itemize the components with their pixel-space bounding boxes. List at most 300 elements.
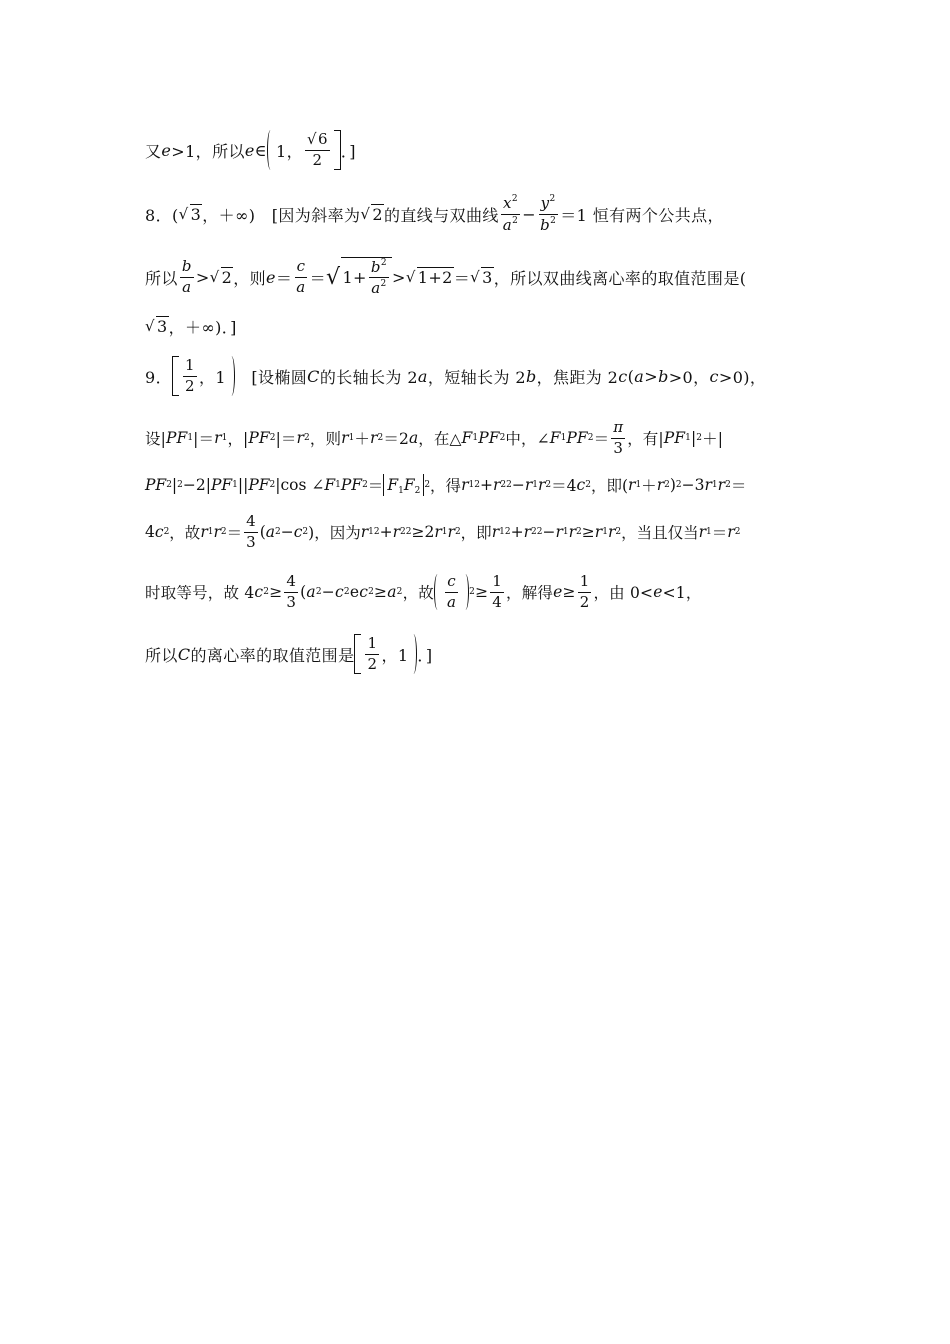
fraction-y2-b2	[538, 194, 558, 234]
superscript: 2	[396, 587, 403, 597]
subscript: 2	[587, 433, 594, 443]
var-a: a	[265, 523, 275, 541]
fraction-c-a	[294, 258, 307, 296]
denominator: 2	[579, 592, 590, 611]
subscript: 2	[545, 480, 552, 490]
var-PF: PF	[210, 476, 233, 494]
superscript: 2	[696, 433, 703, 443]
numerator: $y^2$	[539, 194, 558, 214]
text: >	[195, 267, 210, 287]
fraction-4-3	[244, 513, 258, 551]
radicand	[341, 257, 392, 298]
text: ，故	[169, 524, 201, 542]
var-c: c	[576, 476, 586, 494]
text: >	[644, 366, 659, 386]
fraction-pi-3	[611, 419, 625, 457]
text: ≥	[562, 583, 576, 601]
var-r: r	[727, 523, 735, 541]
superscript: 2	[373, 527, 380, 537]
sqrt-2	[210, 267, 234, 287]
var-c: c	[709, 366, 719, 386]
text: (	[259, 523, 266, 541]
var-b: b	[658, 366, 669, 386]
sqrt-1-plus-2	[406, 267, 454, 287]
denominator: a	[447, 592, 457, 611]
subscript: 1	[232, 480, 238, 490]
var-r: r	[491, 523, 500, 541]
text: ，则	[309, 430, 342, 448]
radical-icon: √	[470, 268, 481, 286]
text: 中，∠	[505, 430, 550, 448]
superscript: 2	[302, 527, 309, 537]
denominator: 3	[286, 592, 297, 611]
text: 又	[145, 141, 162, 161]
denominator: 4	[492, 592, 503, 611]
text: ＝1 恒有两个公共点，	[560, 205, 724, 225]
numerator: $x^2$	[501, 194, 520, 214]
text: 8．(	[145, 205, 179, 225]
text: ≥2	[411, 523, 435, 541]
superscript: 2	[675, 480, 682, 490]
var-c: c	[254, 583, 264, 601]
text: ，短轴长为 2	[427, 367, 526, 387]
denominator: 2	[184, 376, 195, 395]
var-e: e	[653, 583, 663, 601]
subscript: 1	[472, 433, 479, 443]
text: ＝4	[551, 477, 577, 495]
left-paren	[267, 130, 274, 170]
fraction-root6-over-2	[305, 131, 330, 169]
subscript: 2	[531, 527, 537, 537]
text: ，1	[198, 367, 226, 387]
subscript: 1	[468, 480, 475, 490]
denominator: $a^2$	[502, 215, 519, 234]
text: ，有|	[627, 430, 664, 448]
denominator: 3	[613, 438, 624, 457]
left-bracket	[172, 356, 179, 396]
subscript: 1	[368, 527, 374, 537]
superscript: 2	[177, 480, 183, 490]
var-r: r	[594, 523, 603, 541]
text: 时取等号，故 4	[145, 584, 255, 602]
var-c: c	[293, 523, 303, 541]
text: <1，	[662, 584, 702, 602]
numerator: 1	[490, 573, 504, 592]
text: 1+	[342, 268, 367, 287]
var-a: a	[417, 366, 428, 386]
radicand: 3	[482, 268, 493, 287]
radicand: 1+2	[417, 268, 453, 287]
radical-icon: √	[360, 205, 371, 223]
var-e: e	[266, 267, 276, 287]
superscript: 2	[469, 587, 476, 597]
radicand: 3	[156, 317, 168, 336]
text: ，＋∞)．]	[168, 317, 237, 337]
var-r: r	[370, 429, 378, 447]
denominator: 3	[246, 532, 256, 551]
text: (	[627, 366, 635, 386]
text: −	[542, 523, 556, 541]
var-PF: PF	[248, 429, 270, 447]
subscript: 1	[187, 433, 194, 443]
var-r: r	[555, 523, 563, 541]
subscript: 2	[269, 433, 276, 443]
numerator: π	[611, 419, 625, 438]
text: |	[690, 429, 697, 447]
superscript: 2	[163, 527, 170, 537]
var-r: r	[447, 523, 455, 541]
subscript: 1	[348, 433, 355, 443]
subscript: 1	[562, 527, 569, 537]
var-c: c	[334, 583, 344, 601]
radicand: 2	[372, 205, 383, 224]
text: +	[479, 476, 493, 494]
subscript: 2	[576, 527, 582, 537]
subscript: 2	[499, 433, 506, 443]
var-r: r	[434, 523, 442, 541]
subscript: 1	[532, 480, 538, 490]
subscript: 1	[207, 527, 214, 537]
var-b: b	[370, 257, 381, 276]
radical-icon: √	[306, 130, 317, 149]
var-a: a	[408, 429, 419, 447]
text: 4	[145, 523, 155, 541]
subscript: 1	[685, 433, 691, 443]
left-bracket	[354, 634, 361, 674]
sqrt-big	[326, 257, 392, 298]
var-PF: PF	[165, 429, 188, 447]
subscript: 1	[711, 480, 718, 490]
numerator: b	[180, 258, 194, 277]
right-bracket	[334, 130, 341, 170]
var-b: b	[540, 215, 551, 234]
sqrt-2	[360, 204, 384, 224]
right-paren	[410, 634, 417, 674]
superscript: 2	[474, 480, 480, 490]
text: ，即(	[590, 477, 629, 495]
text: ＝	[226, 524, 243, 542]
var-a: a	[502, 215, 513, 234]
var-r: r	[524, 476, 533, 494]
var-PF: PF	[478, 429, 500, 447]
text: ，在△	[418, 430, 462, 448]
subscript: 2	[615, 527, 622, 537]
line-3	[145, 257, 815, 297]
subscript: 2	[725, 480, 731, 490]
text: −	[511, 476, 525, 494]
subscript: 1	[635, 480, 642, 490]
vector-abs	[383, 474, 424, 496]
text: ，＋∞) [因为斜率为	[202, 205, 361, 225]
text: ，即	[460, 524, 492, 542]
text: ．]	[417, 645, 433, 665]
fraction-c-a	[445, 573, 458, 611]
text: [设椭圆	[234, 367, 308, 387]
text: e	[349, 583, 360, 601]
subscript: 2	[304, 433, 310, 443]
text: ＝	[711, 524, 728, 542]
subscript: 1	[602, 527, 608, 537]
line-7	[145, 465, 815, 505]
var-c: c	[154, 523, 164, 541]
text: 9．	[145, 367, 172, 387]
numerator: 4	[244, 513, 258, 532]
text: ≥	[374, 583, 388, 601]
superscript: 2	[315, 587, 322, 597]
var-r: r	[341, 429, 349, 447]
numerator: 1	[183, 357, 197, 376]
subscript: 2	[500, 480, 507, 490]
var-C: C	[307, 366, 320, 386]
text: ∈	[254, 140, 267, 160]
denominator: $a^2$	[371, 279, 387, 297]
seg	[145, 194, 724, 234]
text: >0，	[668, 367, 710, 387]
line-8	[145, 512, 815, 552]
radical-icon: √	[209, 268, 220, 286]
text: >1，所以	[171, 141, 245, 161]
var-PF: PF	[248, 476, 270, 494]
fraction-1-2	[183, 357, 197, 395]
subscript: 1	[706, 527, 712, 537]
text: ，|	[227, 430, 249, 448]
fraction-b-a	[180, 258, 194, 296]
radical-icon: √	[178, 205, 189, 223]
var-r: r	[704, 476, 712, 494]
seg	[145, 257, 746, 298]
line-10	[145, 634, 815, 674]
numerator: $b^2$	[369, 258, 389, 278]
var-r: r	[568, 523, 577, 541]
text: 1，	[276, 141, 303, 161]
text: (	[300, 583, 307, 601]
subscript: 1	[560, 433, 567, 443]
text: |	[171, 476, 178, 494]
subscript: 1	[398, 486, 404, 496]
right-paren	[462, 574, 469, 610]
text: ≥	[581, 523, 595, 541]
subscript: 1	[499, 527, 505, 537]
superscript: 2	[504, 527, 511, 537]
text: 的离心率的取值范围是	[190, 645, 355, 665]
var-PF: PF	[663, 429, 686, 447]
text: −3	[681, 476, 705, 494]
var-r: r	[213, 523, 221, 541]
radical-icon: √	[145, 317, 155, 335]
text: ＋|	[702, 430, 724, 448]
var-r: r	[392, 523, 401, 541]
text: ，由 0<	[593, 584, 654, 602]
text: +	[379, 523, 393, 541]
var-x: x	[503, 194, 512, 213]
text: ，得	[430, 477, 462, 495]
var-a: a	[634, 366, 645, 386]
text: 所以	[145, 645, 178, 665]
text: 所以	[145, 268, 178, 288]
text: −	[280, 523, 294, 541]
text: −2|	[182, 476, 211, 494]
text: ，所以双曲线离心率的取值范围是(	[493, 268, 747, 288]
right-paren	[228, 356, 235, 396]
fraction-x2-a2	[501, 194, 520, 234]
var-y: y	[540, 194, 550, 213]
text: ，解得	[506, 584, 554, 602]
denominator: $b^2$	[540, 215, 557, 234]
text: ＝	[453, 268, 471, 288]
var-PF: PF	[145, 476, 167, 494]
text: −	[522, 204, 537, 224]
var-r: r	[628, 476, 636, 494]
fraction-1-2	[578, 573, 592, 611]
var-r: r	[698, 523, 707, 541]
line-2	[145, 194, 815, 234]
superscript: 2	[536, 527, 543, 537]
var-r: r	[296, 429, 305, 447]
superscript: 2	[368, 587, 375, 597]
text: ＝	[309, 268, 327, 288]
numerator: c	[295, 258, 308, 277]
text: 的长轴长为 2	[319, 367, 418, 387]
var-r: r	[492, 476, 501, 494]
var-F: F	[461, 429, 473, 447]
subscript: 2	[454, 527, 461, 537]
subscript: 2	[414, 486, 421, 496]
denominator: 2	[312, 150, 323, 169]
superscript: 2	[275, 527, 281, 537]
subscript: 2	[400, 527, 406, 537]
text: +	[510, 523, 524, 541]
var-r: r	[656, 476, 665, 494]
text: ＝	[593, 430, 610, 448]
var-r: r	[461, 476, 469, 494]
text: ．]	[340, 141, 356, 161]
var-r: r	[607, 523, 616, 541]
radicand: 2	[221, 268, 233, 287]
text: )，因为	[308, 524, 361, 542]
subscript: 2	[362, 480, 368, 490]
subscript: 2	[664, 480, 670, 490]
var-c: c	[618, 366, 628, 386]
text: ＝	[730, 477, 747, 495]
var-a: a	[306, 583, 316, 601]
text: ＝2	[383, 430, 409, 448]
fraction-b2-a2	[369, 258, 389, 298]
text: ＝	[367, 477, 384, 495]
subscript: 1	[441, 527, 448, 537]
text: ||	[237, 476, 249, 494]
superscript: 2	[506, 480, 512, 490]
denominator: a	[182, 277, 192, 296]
radicand: 6	[317, 130, 328, 149]
text: ，当且仅当	[621, 524, 699, 542]
subscript: 1	[221, 433, 228, 443]
numerator: c	[445, 573, 458, 592]
text: −	[321, 583, 335, 601]
superscript: 2	[424, 480, 431, 490]
subscript: 2	[166, 480, 172, 490]
text: )	[669, 476, 676, 494]
text: ，1	[381, 645, 409, 665]
fraction-1-4	[490, 573, 504, 611]
text: >	[392, 267, 406, 287]
sqrt-3	[179, 204, 203, 224]
var-PF: PF	[340, 476, 363, 494]
text: ，焦距为 2	[536, 367, 619, 387]
numerator: 4	[284, 573, 298, 592]
var-r: r	[538, 476, 546, 494]
var-F: F	[549, 429, 561, 447]
superscript: 2	[585, 480, 591, 490]
var-r: r	[717, 476, 726, 494]
text: ≥	[475, 583, 489, 601]
superscript: 2	[405, 527, 412, 537]
text: ≥	[269, 583, 283, 601]
var-C: C	[177, 644, 191, 664]
var-e: e	[161, 140, 172, 160]
var-F: F	[324, 476, 336, 494]
var-r: r	[214, 429, 222, 447]
text: |＝	[275, 430, 297, 448]
text: |＝	[193, 430, 215, 448]
line-5	[145, 356, 815, 396]
sqrt-3	[470, 267, 494, 287]
subscript: 2	[377, 433, 384, 443]
sqrt-3	[145, 316, 169, 336]
var-a: a	[371, 279, 381, 297]
superscript: 2	[263, 587, 270, 597]
fraction-4-3	[284, 573, 298, 611]
radical-icon: √	[405, 268, 416, 286]
var-PF: PF	[566, 429, 588, 447]
text: ，则	[233, 268, 267, 288]
text: ＋	[354, 430, 371, 448]
subscript: 2	[220, 527, 227, 537]
denominator: a	[296, 277, 306, 296]
var-a: a	[387, 583, 397, 601]
sqrt-6	[305, 131, 330, 150]
line-9	[145, 572, 815, 612]
var-r: r	[523, 523, 531, 541]
var-F: F	[387, 476, 399, 494]
radical-icon: √	[326, 264, 341, 290]
subscript: 2	[269, 480, 276, 490]
var-e: e	[553, 583, 563, 601]
denominator: 2	[367, 654, 378, 673]
var-r: r	[360, 523, 369, 541]
fraction-1-2	[365, 635, 379, 673]
text: |cos ∠	[275, 476, 325, 494]
var-r: r	[200, 523, 208, 541]
var-c: c	[359, 583, 369, 601]
text: ＝	[275, 268, 293, 288]
numerator: 1	[365, 635, 379, 654]
text: 设|	[145, 430, 166, 448]
text: ＋	[641, 477, 657, 495]
line-6	[145, 418, 815, 458]
text: >0)，	[718, 367, 767, 387]
var-b: b	[525, 366, 537, 386]
var-e: e	[244, 140, 255, 160]
line-1	[145, 130, 815, 170]
radicand: 3	[190, 205, 202, 224]
text: 的直线与双曲线	[383, 205, 499, 225]
line-4	[145, 306, 815, 346]
left-paren	[434, 574, 441, 610]
subscript: 1	[335, 480, 341, 490]
subscript: 2	[734, 527, 741, 537]
superscript: 2	[343, 587, 350, 597]
var-F: F	[403, 476, 415, 494]
